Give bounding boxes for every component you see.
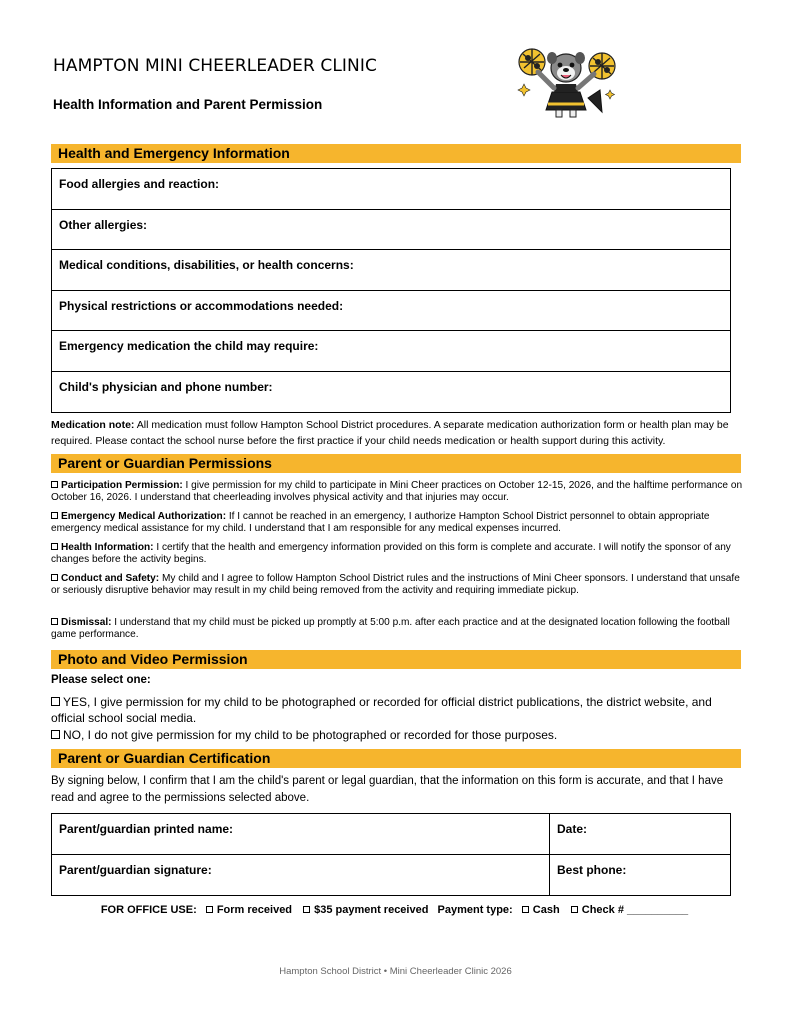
check-checkbox[interactable] — [571, 906, 578, 913]
cash-checkbox[interactable] — [522, 906, 529, 913]
permission-label: Emergency Medical Authorization: — [61, 511, 227, 522]
medication-note — [51, 417, 743, 449]
photo-option-no — [51, 728, 557, 742]
photo-option-yes — [51, 694, 743, 726]
medical-conditions-field[interactable] — [52, 250, 730, 291]
photo-select-prompt: Please select one: — [51, 674, 151, 686]
field-label: Parent/guardian printed name: — [59, 822, 234, 836]
signature-field[interactable] — [52, 855, 550, 896]
form-received-label: Form received — [216, 904, 293, 916]
photo-no-checkbox[interactable] — [51, 730, 60, 739]
date-field[interactable] — [550, 814, 730, 854]
field-label: Best phone: — [557, 862, 627, 877]
health-information-checkbox[interactable] — [51, 543, 58, 550]
field-label: Child's physician and phone number: — [59, 379, 273, 394]
photo-section-heading: Photo and Video Permission — [51, 650, 741, 669]
dismissal-checkbox[interactable] — [51, 618, 58, 625]
health-information-permission — [51, 542, 743, 567]
printed-name-field[interactable] — [52, 814, 550, 854]
permission-label: Dismissal: — [61, 617, 112, 628]
emergency-medical-permission — [51, 511, 743, 536]
field-label: Physical restrictions or accommodations needed: — [59, 298, 344, 313]
permission-text: I give permission for my child to participate in Mini Cheer practices on October 12-15, 2026, and the halftime performance on October 16, 2026. I understand that cheerleading involves physical activity and that injuries may occur. — [51, 480, 743, 504]
field-label: Other allergies: — [59, 217, 148, 232]
signature-row — [52, 814, 730, 855]
participation-checkbox[interactable] — [51, 481, 58, 488]
dismissal-permission — [51, 617, 743, 642]
cash-label: Cash — [532, 904, 560, 916]
check-label: Check # __________ — [581, 904, 689, 916]
permission-text: I certify that the health and emergency information provided on this form is complete and accurate. I will notify the sponsor of any changes before the activity begins. — [51, 542, 731, 566]
field-label: Parent/guardian signature: — [59, 862, 212, 877]
photo-yes-checkbox[interactable] — [51, 697, 60, 706]
other-allergies-field[interactable] — [52, 210, 730, 251]
medication-note-label: Medication note: — [51, 419, 135, 431]
physical-restrictions-field[interactable] — [52, 291, 730, 332]
form-received-checkbox[interactable] — [206, 906, 213, 913]
food-allergies-field[interactable] — [52, 169, 730, 210]
bulldog-mascot-icon — [516, 40, 616, 120]
photo-no-label: NO, I do not give permission for my child to be photographed or recorded for those purposes. — [63, 728, 558, 742]
health-section-heading: Health and Emergency Information — [51, 144, 741, 163]
page-footer: Hampton School District • Mini Cheerleader Clinic 2026 — [279, 966, 512, 977]
participation-permission — [51, 480, 743, 505]
certification-statement: By signing below, I confirm that I am the child's parent or legal guardian, that the information on this form is accurate, and that I have read and agree to the permissions selected above. — [51, 775, 724, 804]
signature-row — [52, 855, 730, 896]
payment-received-label: $35 payment received — [314, 904, 429, 916]
office-use-line — [0, 904, 791, 916]
left-pom-pom-icon — [519, 49, 545, 75]
medication-note-text: All medication must follow Hampton School District procedures. A separate medication authorization form or health plan may be required. Please contact the school nurse before the first practice if your child needs medication or health support during this activity. — [51, 419, 729, 447]
permission-label: Conduct and Safety: — [61, 573, 160, 584]
permission-text: If I cannot be reached in an emergency, I authorize Hampton School District personnel to obtain appropriate emergency medical assistance for my child. I understand that I am responsible for any medical expenses incurred. — [51, 511, 710, 535]
office-use-prefix: FOR OFFICE USE: — [100, 904, 197, 916]
certification-section-heading: Parent or Guardian Certification — [51, 749, 741, 768]
permissions-section-heading: Parent or Guardian Permissions — [51, 454, 741, 473]
field-label: Medical conditions, disabilities, or health concerns: — [59, 258, 354, 272]
conduct-safety-checkbox[interactable] — [51, 574, 58, 581]
field-label: Emergency medication the child may require: — [59, 339, 319, 353]
emergency-medical-checkbox[interactable] — [51, 512, 58, 519]
field-label: Food allergies and reaction: — [59, 177, 220, 191]
payment-type-label: Payment type: — [437, 904, 513, 916]
permission-text: I understand that my child must be picked up promptly at 5:00 p.m. after each practice and at the designated location following the football game performance. — [51, 617, 730, 641]
field-label: Date: — [557, 822, 588, 836]
permission-text: My child and I agree to follow Hampton School District rules and the instructions of Mini Cheer sponsors. I understand that unsafe or seriously disruptive behavior may result in my child being removed from the activity and requiring immediate pickup. — [51, 573, 740, 597]
page-title: HAMPTON MINI CHEERLEADER CLINIC — [53, 56, 377, 76]
health-info-table — [51, 168, 731, 413]
page-subtitle: Health Information and Parent Permission — [53, 97, 323, 112]
emergency-medication-field[interactable] — [52, 331, 730, 372]
photo-yes-label: YES, I give permission for my child to be photographed or recorded for official district publications, the district website, and official school social media. — [51, 695, 712, 725]
conduct-safety-permission — [51, 573, 743, 598]
phone-field[interactable] — [550, 855, 730, 896]
payment-received-checkbox[interactable] — [303, 906, 310, 913]
physician-phone-field[interactable] — [52, 372, 730, 413]
permission-label: Participation Permission: — [61, 480, 183, 491]
signature-table — [51, 813, 731, 896]
permission-label: Health Information: — [61, 542, 154, 553]
